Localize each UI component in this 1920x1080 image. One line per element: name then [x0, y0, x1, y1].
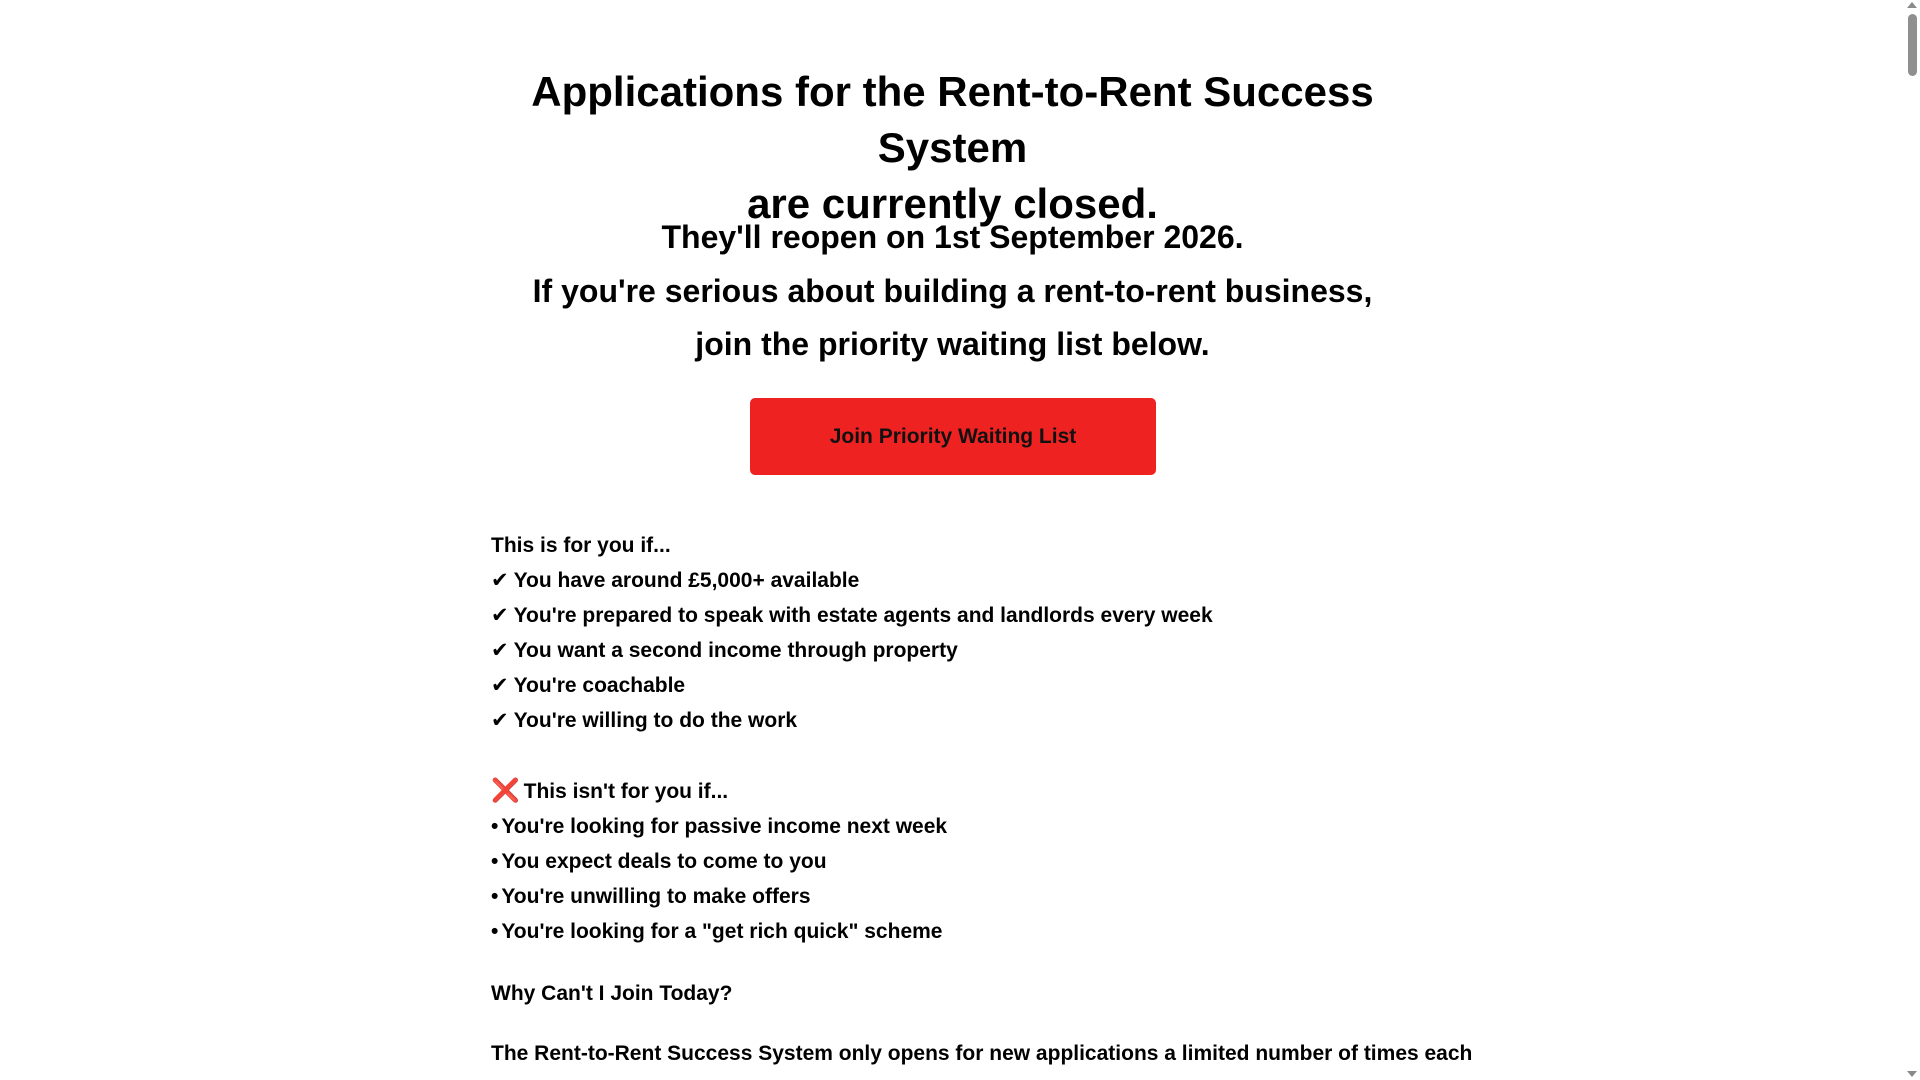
list-item: [491, 844, 1451, 879]
list-item-text: You're looking for passive income next week: [501, 815, 948, 838]
list-item-text: You're coachable: [513, 674, 686, 697]
checkmark-icon: ✔: [491, 604, 509, 627]
page-title: [460, 64, 1445, 232]
list-item-text: You have around £5,000+ available: [513, 569, 860, 592]
list-item-text: You're unwilling to make offers: [501, 885, 811, 908]
list-item-text: You expect deals to come to you: [501, 850, 827, 873]
list-item-text: You're prepared to speak with estate agents and landlords every week: [513, 604, 1213, 627]
list-item: [491, 879, 1451, 914]
list-item: [491, 598, 1451, 633]
list-item: [491, 809, 1451, 844]
bullet-icon: •: [491, 885, 499, 908]
checkmark-icon: ✔: [491, 569, 509, 592]
checkmark-icon: ✔: [491, 709, 509, 732]
for-you-section: [491, 528, 1451, 738]
page-title-line-1: Applications for the Rent-to-Rent Success System: [531, 68, 1374, 171]
scroll-up-arrow-icon[interactable]: [1907, 2, 1917, 8]
list-item: [491, 563, 1451, 598]
list-item: [491, 703, 1451, 738]
bullet-icon: •: [491, 815, 499, 838]
cross-mark-icon: ❌: [491, 777, 520, 803]
not-for-you-heading-row: [491, 773, 1451, 809]
vertical-scrollbar[interactable]: [1905, 0, 1920, 1080]
list-item: [491, 914, 1451, 949]
checkmark-icon: ✔: [491, 639, 509, 662]
why-heading: Why Can't I Join Today?: [491, 982, 733, 1005]
scroll-down-arrow-icon[interactable]: [1907, 1071, 1917, 1077]
list-item-text: You're looking for a "get rich quick" scheme: [501, 920, 943, 943]
reopen-date-text: They'll reopen on 1st September 2026.: [661, 219, 1244, 255]
for-you-heading: This is for you if...: [491, 534, 671, 557]
not-for-you-section: [491, 773, 1451, 949]
not-for-you-heading: This isn't for you if...: [523, 780, 729, 803]
page-title-line-2: are currently closed.: [747, 180, 1158, 227]
list-item-text: You want a second income through property: [513, 639, 958, 662]
scrollbar-thumb[interactable]: [1908, 14, 1917, 76]
bullet-icon: •: [491, 920, 499, 943]
serious-business-text: If you're serious about building a rent-to-rent business,: [532, 273, 1373, 309]
join-waiting-list-text: join the priority waiting list below.: [695, 326, 1210, 362]
join-priority-waiting-list-button[interactable]: Join Priority Waiting List: [750, 398, 1156, 475]
list-item-text: You're willing to do the work: [513, 709, 798, 732]
why-paragraph: The Rent-to-Rent Success System only opens for new applications a limited number of times each: [491, 1042, 1473, 1065]
list-item: [491, 668, 1451, 703]
checkmark-icon: ✔: [491, 674, 509, 697]
bullet-icon: •: [491, 850, 499, 873]
list-item: [491, 633, 1451, 668]
